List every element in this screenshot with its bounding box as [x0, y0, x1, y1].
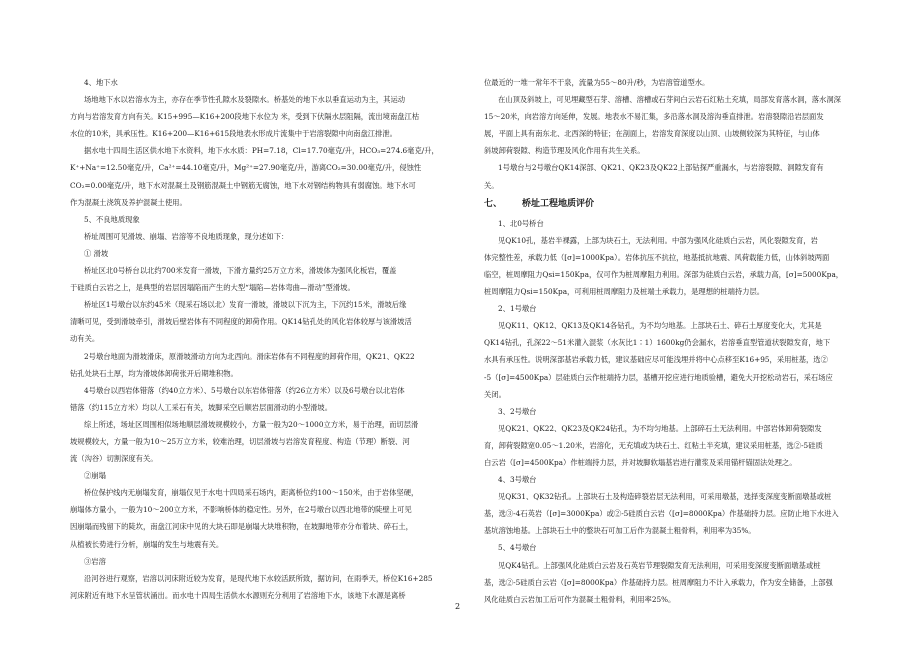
text-line: 2、1号墩台: [498, 304, 537, 314]
text-line: 水具有承压性。说明深部基岩承载力低，建议基础应尽可能浅埋并将中心点移至K16+95，采用桩基，选②: [484, 355, 828, 365]
text-line: 4、3号墩台: [498, 475, 537, 485]
text-line: 15～20米，向岩溶方向延伸，发展。地表水不易汇集，多沿落水洞及溶沟垂直排泄。岩溶裂隙沿岩层面发: [484, 112, 824, 122]
text-line: 清晰可见，受到滑坡牵引，滑坡后壁岩体有不同程度的卸荷作用。QK14钻孔处的风化岩体较厚与该滑坡活: [70, 317, 412, 327]
text-line: 桥位保护线内无崩塌发育，崩塌仅见于水电十四局采石场内，距离桥位约100～150米，由于岩体坚硬，: [84, 488, 419, 498]
text-line: ① 滑坡: [84, 248, 109, 258]
text-line: 见QK10孔，基岩半裸露，上部为块石土，无法利用。中部为强风化硅质白云岩，风化裂隙发育，岩: [498, 235, 818, 245]
text-line: 在山顶及斜坡上，可见埋藏型石芽、溶槽、溶槽或石芽间白云岩石红粘土充填，局部发育落水洞，落水洞深: [498, 95, 841, 105]
text-line: 关闭。: [484, 389, 506, 399]
text-line: 见QK31、QK32钻孔。上部块石土及构造碎裂岩层无法利用，可采用墩基，选择变深度变断面墩基或桩: [498, 492, 832, 502]
section-heading: [484, 194, 870, 215]
text-line: QK14钻孔，孔深22～51米灌入混浆（水灰比1∶1）1600kg仍会漏水，岩溶垂直型管道状裂隙发育，地下: [484, 338, 831, 348]
text-line: 育，卸荷裂隙宽0.05～1.20米，岩溶化，无充填或为块石土、红粘土半充填，建议采用桩基，选②-5硅质: [484, 440, 823, 450]
text-line: 据水电十四局生活区供水地下水资料，地下水水质：PH=7.18，Cl=17.70毫克/升，HCO₃=274.6毫克/升，: [84, 146, 439, 156]
text-line: CO₂=0.00毫克/升，地下水对混凝土及钢筋混凝土中钢筋无腐蚀，地下水对钢结构物具有弱腐蚀。地下水可: [70, 180, 416, 190]
text-line: 沿河谷进行观察，岩溶以河床附近较为发育，是现代地下水较活跃所致，据访问，在雨季天，桥位K16+285: [84, 573, 433, 583]
text-line: 坡规模较大，方量一般为10～25万立方米，较难治理，切层滑坡与岩溶发育程度、构造（节理）断裂、河: [70, 436, 410, 446]
right-column: [484, 74, 870, 608]
text-line: 水位的10米，具承压性。K16+200—K16+615段地表水形成片流集中于岩溶裂隙中向南盘江排泄。: [70, 129, 397, 139]
right-top-text: [484, 74, 870, 194]
text-line: 位最近的一堆一常年不干泉，流量为55～80升/秒，为岩溶管道型水。: [484, 78, 710, 87]
text-line: 1、北0号桥台: [498, 218, 544, 228]
text-line: -5（[σ]=4500Kpa）层硅质白云作桩端持力层，基槽开挖应进行地质验槽，避免大开挖松动岩石，采石场应: [484, 372, 833, 382]
section-title: 桥址工程地质评价: [522, 198, 595, 209]
text-line: 临空，桩周摩阻力Qsi=150Kpa，仅可作为桩周摩阻力利用。深部为硅质白云岩，承载力高，[σ]=5000Kpa，: [484, 269, 844, 279]
text-line: K⁺+Na⁺=12.50毫克/升，Ca²⁺=44.10毫克/升，Mg²⁺=27.90毫克/升，游离CO₂=30.00毫克/升，侵蚀性: [70, 163, 422, 173]
text-line: 基坑溶蚀地基。上部块石土中的整块石可加工后作为混凝土粗骨料，利用率为35%。: [484, 526, 756, 536]
text-line: 4号墩台以西岩体错落（约40立方米）、5号墩台以东岩体错落（约26立方米）以及6号墩台以北岩体: [84, 385, 405, 395]
text-line: 方向与岩溶发育方向有关。K15+995—K16+200段地下水位为 米，受到下伏隔水层阻隔，流出境南盘江枯: [70, 112, 420, 122]
text-line: 见QK4钻孔。上部强风化硅质白云岩及石英岩节理裂隙发育无法利用，可采用变深度变断面墩基或桩: [498, 560, 821, 570]
text-line: 从植被长势进行分析，崩塌的发生与地震有关。: [70, 539, 224, 549]
text-line: 场地地下水以岩溶水为主，亦存在季节性孔隙水及裂隙水。桥基处的地下水以垂直运动为主，其运动: [84, 95, 406, 105]
text-line: 综上所述，场址区周围相似场地顺层滑坡规模较小，方量一般为20～1000立方米，易于治理，而切层滑: [84, 419, 419, 429]
text-line: 风化硅质白云岩加工后可作为混凝土粗骨料，利用率25%。: [484, 594, 676, 604]
text-line: 基，选②-5硅质白云岩（[σ]=8000Kpa）作基础持力层。桩周摩阻力不计入承载力，作为安全储备，上部强: [484, 577, 833, 587]
left-column: [70, 74, 455, 604]
text-line: 崩塌体方量小，一般为10～200立方米，不影响桥体的稳定性。另外，在2号墩台以西北地带的陡壁上可见: [70, 505, 412, 515]
text-line: 5、不良地质现象: [84, 214, 140, 224]
right-bottom-text: [484, 215, 870, 608]
text-line: ③岩溶: [84, 556, 106, 566]
text-line: 1号墩台与2号墩台QK14深部、QK21、QK23及QK22上部钻探严重漏水，与岩溶裂隙、洞隙发育有: [498, 163, 824, 173]
text-line: 3、2号墩台: [498, 406, 537, 416]
text-line: 展，平面上具有南东北、北西深的特征；在剖面上，岩溶发育深度以山顶、山坡侧较深为其特征，与山体: [484, 129, 820, 139]
text-line: 体完整性差，承载力低（[σ]=1000Kpa）。岩体抗压不抗拉，地基抵抗地震、风荷载能力低，山体斜坡两面: [484, 252, 830, 262]
text-line: 因崩塌而残留下的陡坎，南盘江河床中见的大块石即是崩塌大块堆积物，在坡脚地带亦分布着块、碎石土，: [70, 522, 413, 532]
text-line: 流（沟谷）切割深度有关。: [70, 454, 158, 464]
text-line: 错落（约115立方米）均以人工采石有关，坡脚采空后顺岩层面滑动的小型滑坡。: [70, 402, 333, 412]
text-line: 见QK21、QK22、QK23及QK24钻孔，为不均匀地基。上部碎石土无法利用。中部岩体卸荷裂隙发: [498, 423, 822, 433]
text-line: 见QK11、QK12、QK13及QK14各钻孔，为不均匀地基。上部块石土、碎石土厚度变化大，尤其是: [498, 321, 822, 331]
text-line: 钻孔处块石土厚，均为滑坡体卸荷张开后期堆积物。: [70, 368, 238, 378]
text-line: 关。: [484, 180, 499, 190]
text-line: 河床附近有地下水呈管状涌出。而水电十四局生活供水水源则充分利用了岩溶地下水，该地下水源是离桥: [70, 590, 406, 600]
text-line: 桩周摩阻力Qsi=150Kpa，可利用桩周摩阻力及桩端土承载力，是理想的桩端持力层。: [484, 287, 765, 297]
text-line: 动有关。: [70, 334, 100, 344]
text-line: ②崩塌: [84, 471, 106, 481]
text-line: 作为混凝土浇筑及养护混凝土使用。: [70, 197, 187, 207]
text-line: 基，选③-4石英岩（[σ]=3000Kpa）或②-5硅质白云岩（[σ]=8000Kpa）作基础持力层。应防止地下水进入: [484, 509, 839, 519]
section-number: 七、: [484, 198, 503, 209]
page-number: 2: [455, 602, 461, 611]
text-line: 桥址区北0号桥台以北约700米发育一滑坡，下滑方量约25万立方米，滑坡体为强风化板岩，覆盖: [84, 266, 397, 276]
text-line: 斜坡卸荷裂隙、构造节理及风化作用有共生关系。: [484, 146, 645, 156]
text-line: 白云岩（[σ]=4500Kpa）作桩端持力层，并对坡脚软塌基岩进行灌浆及采用锚杆锚固法处理之。: [484, 457, 797, 467]
text-line: 桥址周围可见滑坡、崩塌、岩溶等不良地质现象，现分述如下：: [84, 231, 289, 241]
text-line: 4、地下水: [84, 78, 118, 87]
text-line: 于硅质白云岩之上，是典型的岩层因塌陷而产生的大型“塌陷—岩体弯曲—滑动”型滑坡。: [70, 283, 355, 293]
text-line: 5、4号墩台: [498, 543, 537, 553]
text-line: 桥址区1号墩台以东约45米（现采石场以北）发育一滑坡，滑坡以下沉为主，下沉约15米，滑坡后缘: [84, 300, 407, 310]
text-line: 2号墩台地面为滑坡滑床，原滑坡滑动方向为北西向。滑床岩体有不同程度的卸荷作用，QK21、QK22: [84, 351, 415, 361]
